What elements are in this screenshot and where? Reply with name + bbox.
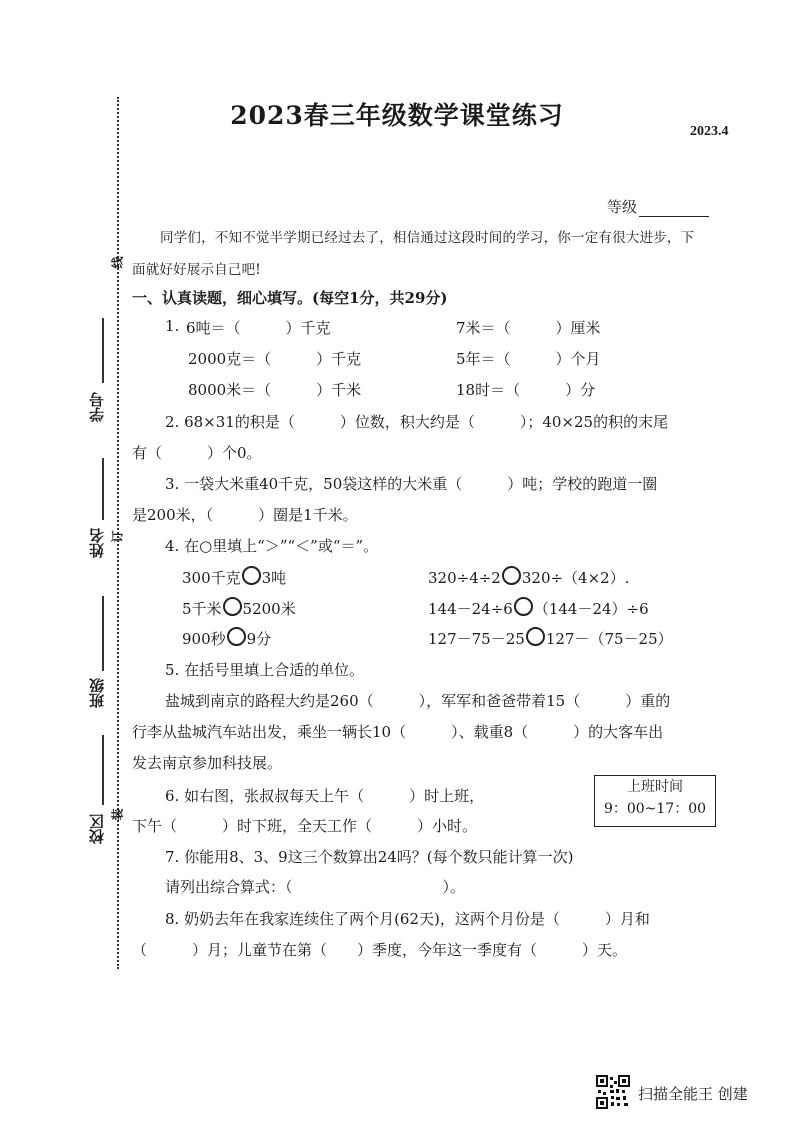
- q7-line-1: 7. 你能用8、3、9这三个数算出24吗？(每个数只能计算一次): [165, 848, 574, 866]
- section-1-heading: 一、认真读题，细心填写。(每空1分，共29分): [132, 289, 448, 307]
- q4-item-e: [182, 627, 271, 649]
- q5-line-3: 发去南京参加科技展。: [132, 754, 283, 772]
- q1-item-d: 5年＝（ ）个月: [456, 350, 601, 368]
- q4-c-right: 5200米: [242, 600, 296, 618]
- q4-e-right: 9分: [246, 630, 272, 648]
- q5-line-1: 盐城到南京的路程大约是260（ ），军军和爸爸带着15（ ）重的: [165, 692, 671, 710]
- q1-item-c: 2000克＝（ ）千克: [188, 350, 362, 368]
- compare-circle[interactable]: [526, 627, 545, 646]
- grade-field: [607, 196, 709, 217]
- q7-line-2: 请列出综合算式：（ ）。: [165, 878, 466, 896]
- q4-f-left: 127－75－25: [428, 630, 525, 648]
- qr-code-icon: [596, 1075, 630, 1109]
- compare-circle[interactable]: [242, 566, 261, 585]
- campus-line: [102, 735, 104, 805]
- name-label: 姓名: [88, 528, 106, 558]
- class-label: 班级: [88, 678, 106, 708]
- grade-label: 等级: [607, 198, 638, 216]
- q1-item-b: 7米＝（ ）厘米: [456, 319, 601, 337]
- work-hours-time: 9：00~17：00: [603, 801, 707, 817]
- binding-char-ding: 订: [110, 530, 125, 543]
- q4-d-right: （144－24）÷6: [533, 600, 649, 618]
- student-id-label: 学号: [88, 392, 106, 422]
- q4-item-a: [182, 566, 286, 588]
- scanner-watermark: 扫描全能王 创建: [638, 1085, 748, 1103]
- work-hours-box: [594, 775, 716, 827]
- q2-line-1: 2. 68×31的积是（ ）位数，积大约是（ ）；40×25的积的末尾: [165, 413, 669, 431]
- campus-label: 校区: [88, 814, 106, 844]
- q4-e-left: 900秒: [182, 630, 226, 648]
- compare-circle[interactable]: [514, 597, 533, 616]
- q2-line-2: 有（ ）个0。: [132, 444, 262, 462]
- compare-circle[interactable]: [223, 597, 242, 616]
- q4-f-right: 127－（75－25）: [545, 630, 673, 648]
- page-title: 2023春三年级数学课堂练习: [230, 101, 564, 130]
- q4-a-right: 3吨: [261, 569, 287, 587]
- q8-line-2: （ ）月；儿童节在第（ ）季度，今年这一季度有（ ）天。: [132, 941, 628, 959]
- q4-d-left: 144－24÷6: [428, 600, 513, 618]
- q4-item-b: [428, 566, 629, 588]
- intro-line-1: 同学们，不知不觉半学期已经过去了，相信通过这段时间的学习，你一定有很大进步，下: [160, 230, 695, 246]
- q4-item-d: [428, 597, 649, 619]
- student-id-line: [102, 318, 104, 383]
- compare-circle[interactable]: [502, 566, 521, 585]
- q1-item-a: 6吨＝（ ）千克: [186, 319, 331, 337]
- grade-blank: [639, 202, 709, 217]
- compare-circle[interactable]: [227, 627, 246, 646]
- class-line: [102, 596, 104, 671]
- q3-line-2: 是200米，（ ）圈是1千米。: [132, 506, 358, 524]
- q4-c-left: 5千米: [182, 600, 222, 618]
- q4-item-f: [428, 627, 673, 649]
- q8-line-1: 8. 奶奶去年在我家连续住了两个月(62天)，这两个月份是（ ）月和: [165, 910, 650, 928]
- binding-char-zhuang: 装: [110, 808, 125, 821]
- binding-char-xian: 线: [110, 256, 125, 269]
- q6-line-2: 下午（ ）时下班，全天工作（ ）小时。: [132, 817, 478, 835]
- intro-line-2: 面就好好展示自己吧!: [132, 262, 261, 278]
- q4-item-c: [182, 597, 296, 619]
- work-hours-title: 上班时间: [627, 779, 683, 795]
- q6-line-1: 6. 如右图，张叔叔每天上午（ ）时上班，: [165, 787, 485, 805]
- q4-a-left: 300千克: [182, 569, 241, 587]
- name-line: [102, 458, 104, 520]
- q1-item-f: 18时＝（ ）分: [456, 381, 596, 399]
- q1-number: 1.: [165, 317, 180, 335]
- q4-heading: 4. 在○里填上“＞”“＜”或“＝”。: [165, 537, 379, 555]
- q5-heading: 5. 在括号里填上合适的单位。: [165, 661, 365, 679]
- q5-line-2: 行李从盐城汽车站出发，乘坐一辆长10（ ）、载重8（ ）的大客车出: [132, 723, 664, 741]
- exam-date: 2023.4: [690, 124, 729, 139]
- q1-item-e: 8000米＝（ ）千米: [188, 381, 362, 399]
- q4-b-left: 320÷4÷2: [428, 569, 501, 587]
- q3-line-1: 3. 一袋大米重40千克，50袋这样的大米重（ ）吨；学校的跑道一圈: [165, 475, 658, 493]
- q4-b-right: 320÷（4×2）.: [521, 569, 630, 587]
